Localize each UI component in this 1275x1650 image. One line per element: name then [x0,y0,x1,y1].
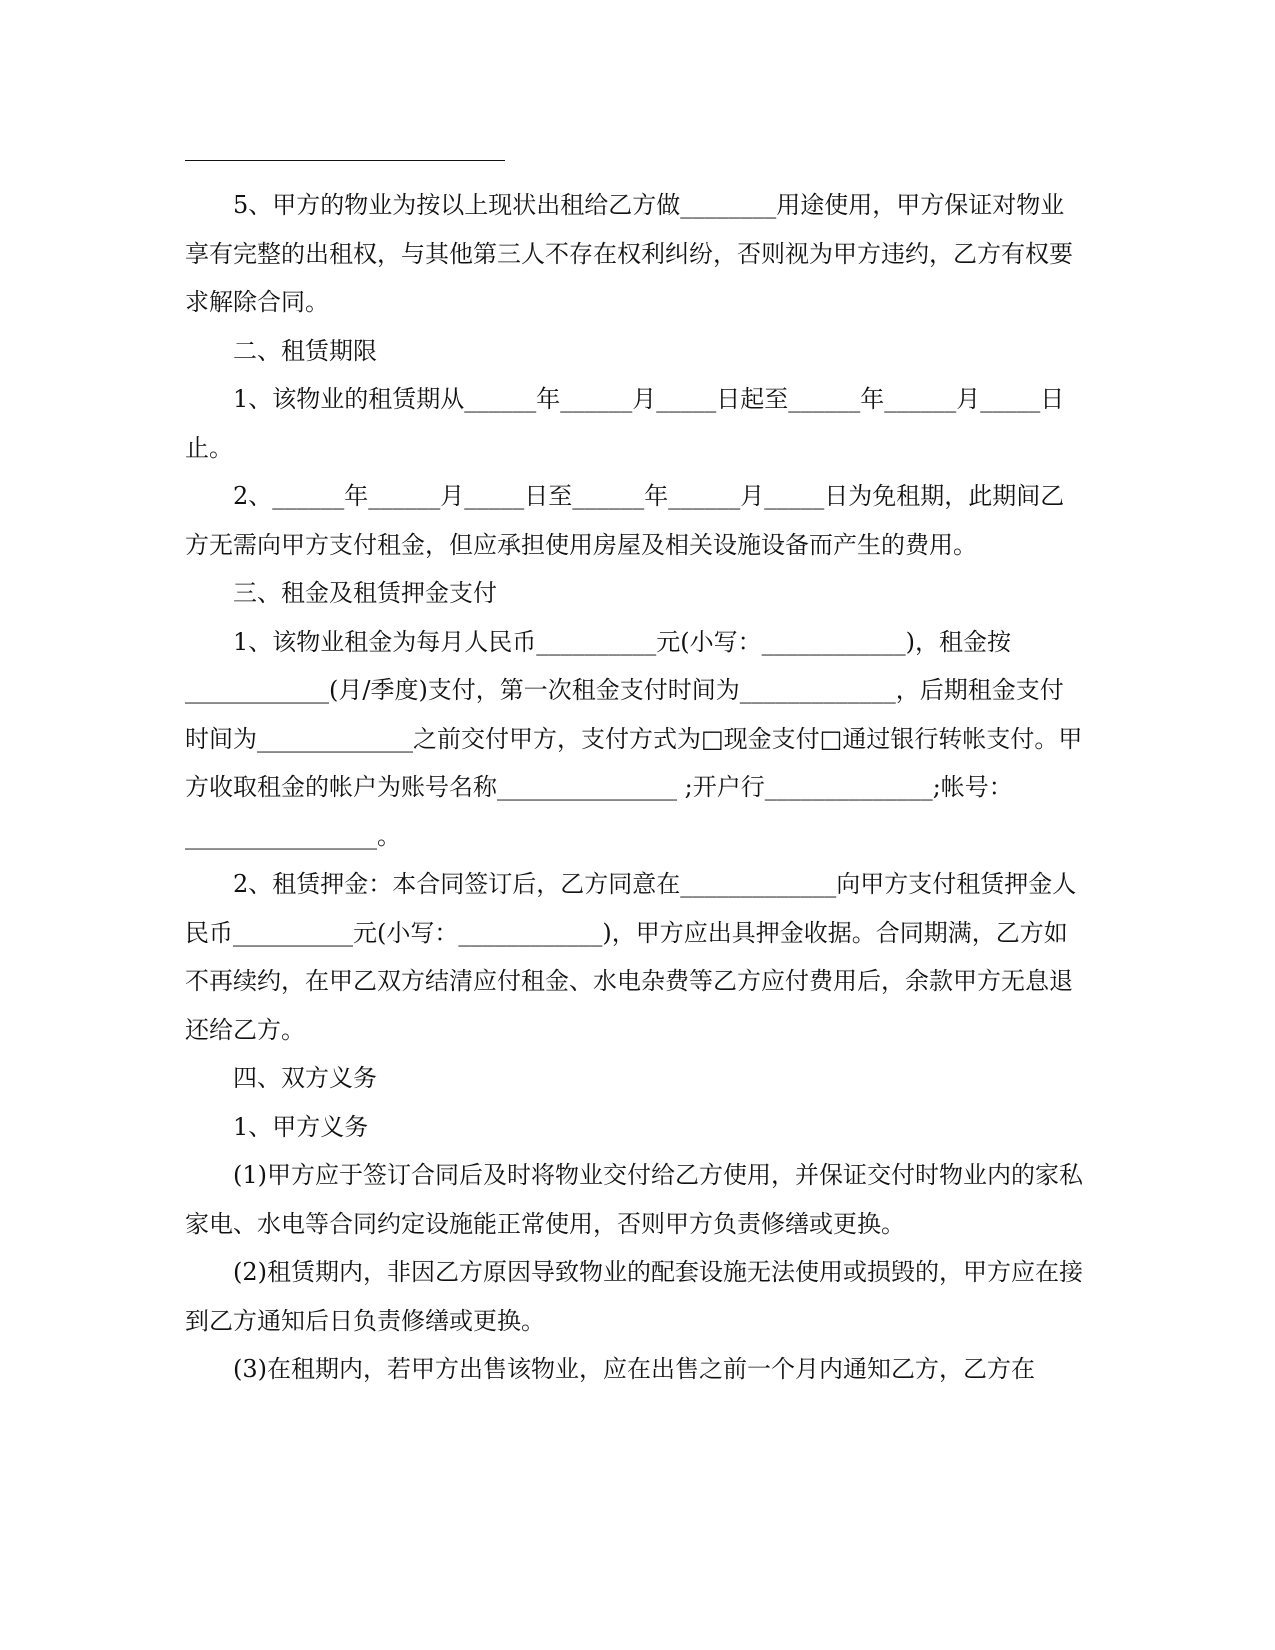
top-underline-rule [185,160,505,161]
clause-deposit: 2、租赁押金：本合同签订后，乙方同意在_____________向甲方支付租赁押金人民币__________元(小写：____________)，甲方应出具押金收据。合同期满，乙方如不再续约，在甲乙双方结清应付租金、水电杂费等乙方应付费用后，余款甲方无息退还给乙方。 [185,870,1077,1044]
clause-rent-free-period: 2、______年______月_____日至______年______月_____日为免租期，此期间乙方无需向甲方支付租金，但应承担使用房屋及相关设施设备而产生的费用。 [185,482,1065,559]
subheading-party-a-obligations: 1、甲方义务 [233,1112,369,1141]
document-body [185,160,1085,1394]
obligation-item-3: (3)在租期内，若甲方出售该物业，应在出售之前一个月内通知乙方，乙方在 [233,1355,1035,1383]
obligation-item-2: (2)租赁期内，非因乙方原因导致物业的配套设施无法使用或损毁的，甲方应在接到乙方通知后日负责修缮或更换。 [185,1258,1083,1335]
clause-rent-payment: 1、该物业租金为每月人民币__________元(小写：____________)，租金按____________(月/季度)支付，第一次租金支付时间为_____________，后期租金支付时间为_____________之前交付甲方，支付方式为□现金支付□通过银行转帐支付。甲方收取租金的帐户为账号名称_______________ ;开户行______________;帐号：________________。 [185,627,1083,850]
obligation-item-1: (1)甲方应于签订合同后及时将物业交付给乙方使用，并保证交付时物业内的家私家电、水电等合同约定设施能正常使用，否则甲方负责修缮或更换。 [185,1161,1083,1238]
section-heading-rent-deposit: 三、租金及租赁押金支付 [233,579,497,607]
section-heading-lease-term: 二、租赁期限 [233,336,377,365]
clause-5-property-use: 5、甲方的物业为按以上现状出租给乙方做________用途使用，甲方保证对物业享有完整的出租权，与其他第三人不存在权利纠纷，否则视为甲方违约，乙方有权要求解除合同。 [185,191,1073,316]
section-heading-obligations: 四、双方义务 [233,1064,377,1092]
clause-lease-period: 1、该物业的租赁期从______年______月_____日起至______年______月_____日止。 [185,385,1065,462]
